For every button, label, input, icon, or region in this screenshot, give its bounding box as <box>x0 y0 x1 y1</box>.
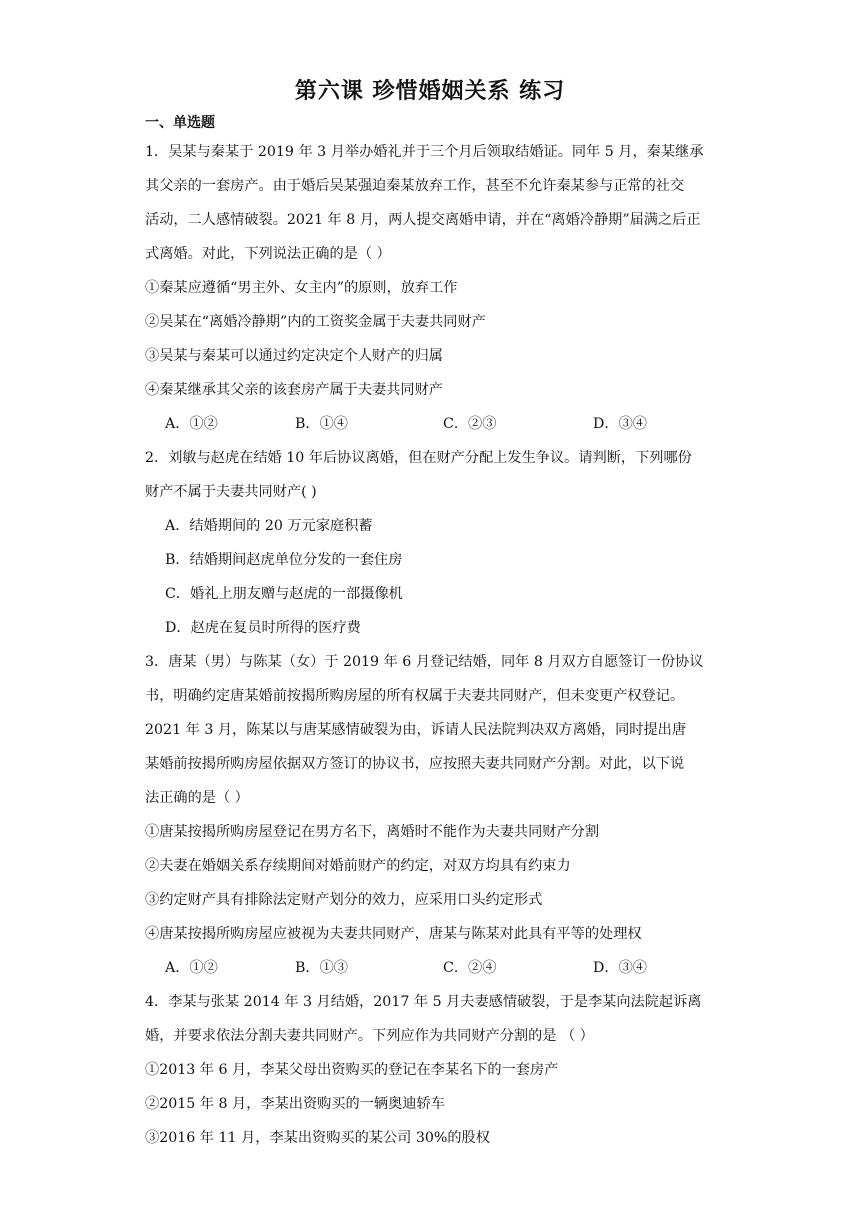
question-text-line: 法正确的是（ ） <box>145 790 249 806</box>
statement-2: ②吴某在“离婚冷静期”内的工资奖金属于夫妻共同财产 <box>145 314 486 330</box>
question-4 <box>145 985 717 1155</box>
option-b: B．结婚期间赵虎单位分发的一套住房 <box>165 552 403 568</box>
option-a: A．结婚期间的 20 万元家庭积蓄 <box>165 518 373 534</box>
answer-options <box>145 407 717 441</box>
section-heading: 一、单选题 <box>145 115 215 131</box>
question-text-line: 1．吴某与秦某于 2019 年 3 月举办婚礼并于三个月后领取结婚证。同年 5 月，秦某继承 <box>145 144 704 160</box>
statement-2: ②夫妻在婚姻关系存续期间对婚前财产的约定，对双方均具有约束力 <box>145 858 571 874</box>
question-text-line: 活动，二人感情破裂。2021 年 8 月，两人提交离婚申请，并在“离婚冷静期”届满之后正 <box>145 212 701 228</box>
statement-1: ①秦某应遵循“男主外、女主内”的原则，放弃工作 <box>145 280 458 296</box>
option-c: C．婚礼上朋友赠与赵虎的一部摄像机 <box>165 586 403 602</box>
page-title: 第六课 珍惜婚姻关系 练习 <box>294 79 566 104</box>
question-text-line: 某婚前按揭所购房屋依据双方签订的协议书，应按照夫妻共同财产分割。对此，以下说 <box>145 756 685 772</box>
option-d: D．③④ <box>593 416 647 432</box>
option-d: D．赵虎在复员时所得的医疗费 <box>165 620 361 636</box>
question-text-line: 2021 年 3 月，陈某以与唐某感情破裂为由，诉请人民法院判决双方离婚，同时提出唐 <box>145 722 687 738</box>
answer-options <box>145 951 717 985</box>
question-text-line: 2．刘敏与赵虎在结婚 10 年后协议离婚，但在财产分配上发生争议。请判断，下列哪份 <box>145 450 692 466</box>
option-b: B．①③ <box>295 960 348 976</box>
statement-2: ②2015 年 8 月，李某出资购买的一辆奥迪轿车 <box>145 1096 445 1112</box>
question-text-line: 婚，并要求依法分割夫妻共同财产。下列应作为共同财产分割的是 （ ） <box>145 1028 594 1044</box>
statement-1: ①2013 年 6 月，李某父母出资购买的登记在李某名下的一套房产 <box>145 1062 559 1078</box>
statement-4: ④秦某继承其父亲的该套房产属于夫妻共同财产 <box>145 382 443 398</box>
question-text-line: 其父亲的一套房产。由于婚后吴某强迫秦某放弃工作，甚至不允许秦某参与正常的社交 <box>145 178 685 194</box>
question-text-line: 3．唐某（男）与陈某（女）于 2019 年 6 月登记结婚，同年 8 月双方自愿签订一份协议 <box>145 654 704 670</box>
question-text-line: 式离婚。对此，下列说法正确的是（ ） <box>145 246 391 262</box>
option-c: C．②③ <box>443 416 497 432</box>
statement-3: ③吴某与秦某可以通过约定决定个人财产的归属 <box>145 348 443 364</box>
question-text-line: 4．李某与张某 2014 年 3 月结婚，2017 年 5 月夫妻感情破裂，于是李某向法院起诉离 <box>145 994 702 1010</box>
question-text-line: 财产不属于夫妻共同财产( ) <box>145 484 317 500</box>
question-1 <box>145 135 717 441</box>
option-c: C．②④ <box>443 960 497 976</box>
option-d: D．③④ <box>593 960 647 976</box>
question-text-line: 书，明确约定唐某婚前按揭所购房屋的所有权属于夫妻共同财产，但未变更产权登记。 <box>145 688 685 704</box>
question-list <box>145 135 717 1155</box>
statement-1: ①唐某按揭所购房屋登记在男方名下，离婚时不能作为夫妻共同财产分割 <box>145 824 600 840</box>
statement-3: ③2016 年 11 月，李某出资购买的某公司 30%的股权 <box>145 1130 490 1146</box>
option-a: A．①② <box>165 416 218 432</box>
option-b: B．①④ <box>295 416 348 432</box>
question-3 <box>145 645 717 985</box>
question-2 <box>145 441 717 645</box>
statement-4: ④唐某按揭所购房屋应被视为夫妻共同财产，唐某与陈某对此具有平等的处理权 <box>145 926 642 942</box>
statement-3: ③约定财产具有排除法定财产划分的效力，应采用口头约定形式 <box>145 892 543 908</box>
option-a: A．①② <box>165 960 218 976</box>
